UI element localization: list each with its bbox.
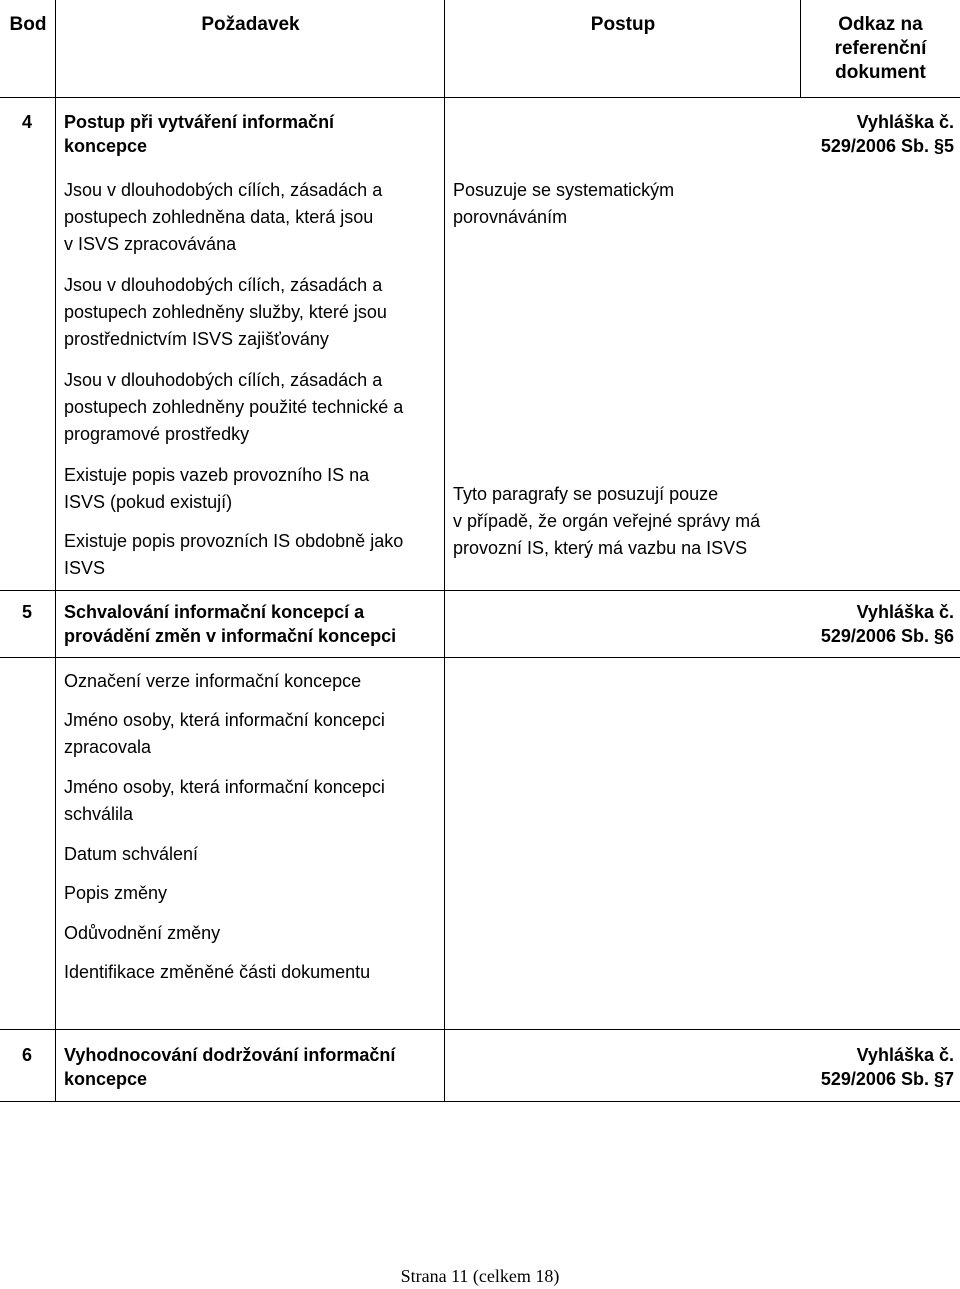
- section-5-reference: Vyhláška č. 529/2006 Sb. §6: [820, 602, 954, 646]
- section-5-item: Popis změny: [64, 883, 168, 903]
- section-4-reference: Vyhláška č. 529/2006 Sb. §5: [820, 112, 954, 156]
- header-pozadavek: Požadavek: [201, 14, 300, 35]
- section-4-number: 4: [22, 112, 33, 132]
- section-5-item: Datum schválení: [64, 844, 199, 864]
- table-rule-section5: [0, 590, 960, 591]
- section-4-item: Jsou v dlouhodobých cílích, zásadách a postupech zohledněna data, která jsou v ISVS zpracovávána: [64, 180, 383, 254]
- section-5-item: Odůvodnění změny: [64, 923, 221, 943]
- section-6-title: Vyhodnocování dodržování informační koncepce: [64, 1045, 396, 1089]
- column-divider-1: [55, 0, 56, 1102]
- section-5-item: Označení verze informační koncepce: [64, 671, 362, 691]
- section-4-postup-conditional: Tyto paragrafy se posuzují pouze v případě, že orgán veřejné správy má provozní IS, který má vazbu na ISVS: [453, 484, 761, 558]
- table-rule-section6: [0, 1029, 960, 1030]
- section-5-item: Jméno osoby, která informační koncepci zpracovala: [64, 710, 385, 757]
- section-5-title: Schvalování informační koncepcí a provádění změn v informační koncepci: [64, 602, 397, 646]
- section-5-number: 5: [22, 602, 33, 622]
- section-4-title: Postup při vytváření informační koncepce: [64, 112, 335, 156]
- section-4-item: Jsou v dlouhodobých cílích, zásadách a postupech zohledněny použité technické a programové prostředky: [64, 370, 404, 444]
- column-divider-2: [444, 0, 445, 1102]
- section-6-reference: Vyhláška č. 529/2006 Sb. §7: [820, 1045, 954, 1089]
- section-4-postup-systematic: Posuzuje se systematickým porovnáváním: [453, 180, 675, 227]
- table-rule-header: [0, 97, 960, 98]
- section-6-number: 6: [22, 1045, 33, 1065]
- section-4-item: Existuje popis vazeb provozního IS na ISVS (pokud existují): [64, 465, 370, 512]
- section-5-item: Identifikace změněné části dokumentu: [64, 962, 371, 982]
- header-odkaz: Odkaz na referenční dokument: [834, 14, 927, 83]
- header-bod: Bod: [9, 14, 47, 35]
- page-footer: Strana 11 (celkem 18): [400, 1266, 560, 1286]
- section-4-item: Jsou v dlouhodobých cílích, zásadách a postupech zohledněny služby, které jsou prostřednictvím ISVS zajišťovány: [64, 275, 387, 349]
- table-rule-bottom: [0, 1101, 960, 1102]
- section-4-item: Existuje popis provozních IS obdobně jako ISVS: [64, 531, 404, 578]
- table-rule-section5-title: [0, 657, 960, 658]
- header-postup: Postup: [590, 14, 656, 35]
- section-5-item: Jméno osoby, která informační koncepci schválila: [64, 777, 385, 824]
